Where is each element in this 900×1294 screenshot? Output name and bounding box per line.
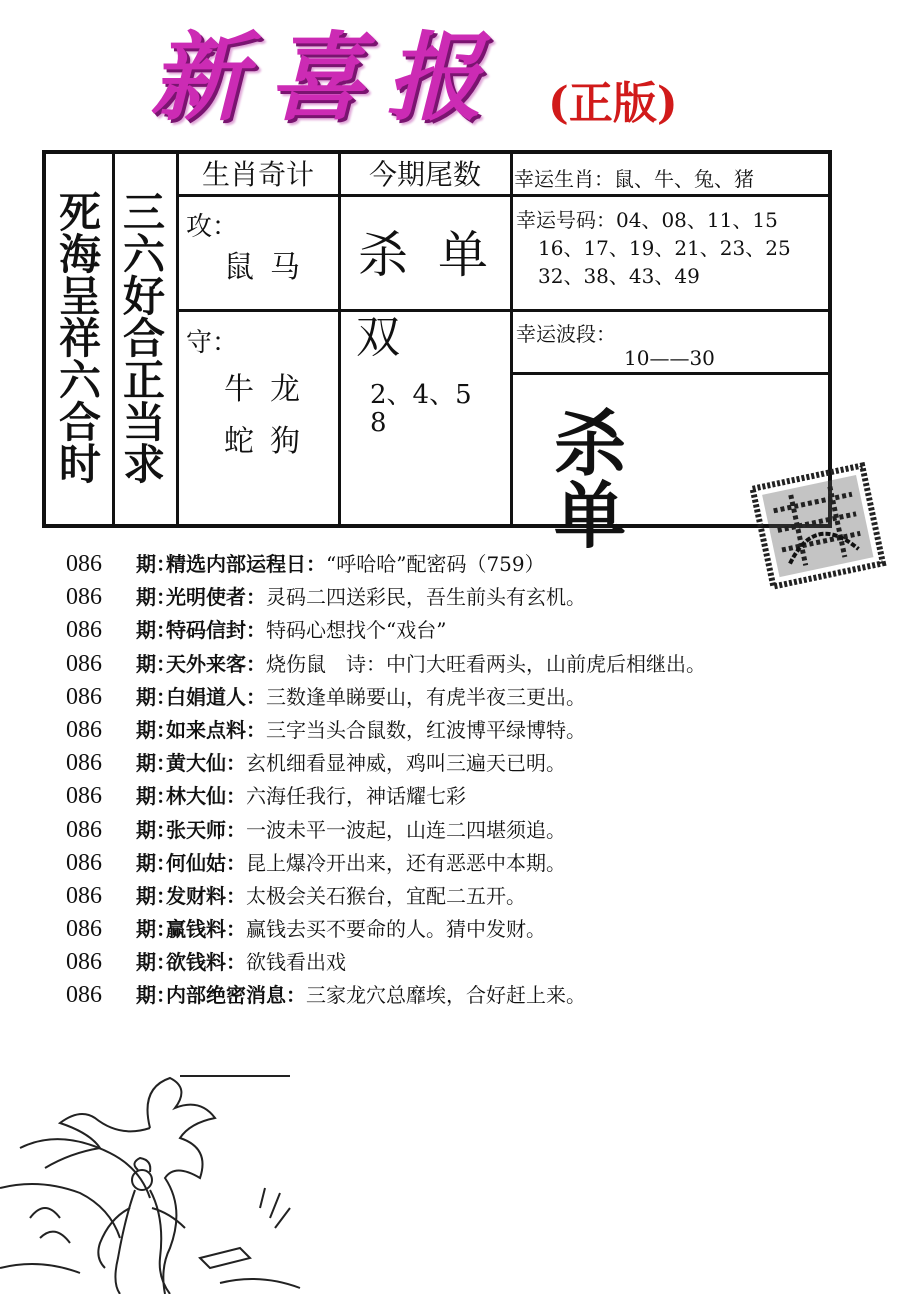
slogan-right: 三六好合正当求 xyxy=(122,188,165,489)
edition-label: (正版) xyxy=(548,78,678,129)
list-item xyxy=(66,714,866,747)
content: 太极会关石猴台，宜配二五开。 xyxy=(246,883,526,908)
tail-even: 双 xyxy=(356,312,400,363)
issue-period: 期： xyxy=(136,784,176,809)
speaker: 赢钱料： xyxy=(166,917,246,942)
issue-number: 086 xyxy=(66,982,102,1009)
issue-number: 086 xyxy=(66,650,102,677)
issue-number: 086 xyxy=(66,882,102,909)
issue-number: 086 xyxy=(66,716,102,743)
divider xyxy=(176,154,179,524)
divider xyxy=(112,154,115,524)
content: “呼哈哈”配密码（759） xyxy=(326,552,545,576)
big-kill: 杀单 xyxy=(554,401,697,558)
issue-number: 086 xyxy=(66,916,102,943)
lucky-numbers-line3: 32、38、43、49 xyxy=(538,264,700,288)
speaker: 林大仙： xyxy=(166,784,246,809)
issue-number: 086 xyxy=(66,584,102,611)
speaker: 光明使者： xyxy=(166,585,266,610)
speaker: 欲钱料： xyxy=(166,950,246,975)
figure-illustration-icon xyxy=(0,1068,320,1294)
divider xyxy=(338,154,341,524)
lucky-wave-label: 幸运波段： xyxy=(516,322,616,346)
tail-numbers-line1: 2、4、5 xyxy=(370,380,472,410)
list-item xyxy=(66,548,866,581)
content: 灵码二四送彩民，吾生前头有玄机。 xyxy=(266,585,586,610)
issue-number: 086 xyxy=(66,849,102,876)
tail-kill: 杀单 xyxy=(358,226,518,284)
content: 特码心想找个“戏台” xyxy=(266,618,447,643)
list-item xyxy=(66,979,866,1012)
issue-period: 期： xyxy=(136,950,176,975)
issue-number: 086 xyxy=(66,617,102,644)
issue-number: 086 xyxy=(66,949,102,976)
speaker: 精选内部运程日： xyxy=(166,552,326,576)
lucky-wave-range: 10——30 xyxy=(624,346,715,370)
divider xyxy=(510,372,828,375)
speaker: 发财料： xyxy=(166,883,246,908)
divider xyxy=(510,154,513,524)
content: 六海任我行，神话耀七彩 xyxy=(246,784,466,809)
content: 一波未平一波起，山连二四堪须追。 xyxy=(246,817,566,842)
prophecy-list xyxy=(66,548,866,1013)
issue-period: 期： xyxy=(136,585,176,610)
issue-period: 期： xyxy=(136,817,176,842)
issue-period: 期： xyxy=(136,618,176,643)
lucky-numbers-line1: 幸运号码：04、08、11、15 xyxy=(516,208,778,232)
content: 昆上爆冷开出来，还有恶恶中本期。 xyxy=(246,850,566,875)
issue-period: 期： xyxy=(136,717,176,742)
list-item xyxy=(66,581,866,614)
divider xyxy=(176,309,828,312)
issue-number: 086 xyxy=(66,551,102,577)
list-item xyxy=(66,847,866,880)
slogan-left: 死海呈祥六合时 xyxy=(58,188,101,489)
speaker: 特码信封： xyxy=(166,618,266,643)
defend-line1: 牛龙 xyxy=(224,372,316,407)
issue-period: 期： xyxy=(136,751,176,776)
defend-line2: 蛇狗 xyxy=(224,424,316,459)
content: 三字当头合鼠数，红波博平绿博特。 xyxy=(266,717,586,742)
speaker: 张天师： xyxy=(166,817,246,842)
content: 玄机细看显神威，鸡叫三遍天已明。 xyxy=(246,751,566,776)
lucky-numbers-line2: 16、17、19、21、23、25 xyxy=(538,236,791,260)
list-item xyxy=(66,614,866,647)
content: 三家龙穴总靡埃，合好赶上来。 xyxy=(306,983,586,1008)
content: 三数逢单睇要山，有虎半夜三更出。 xyxy=(266,684,586,709)
content: 赢钱去买不要命的人。猜中发财。 xyxy=(246,917,546,942)
issue-period: 期： xyxy=(136,552,176,576)
list-item xyxy=(66,814,866,847)
issue-number: 086 xyxy=(66,783,102,810)
issue-period: 期： xyxy=(136,917,176,942)
speaker: 天外来客： xyxy=(166,651,266,676)
issue-number: 086 xyxy=(66,683,102,710)
list-item xyxy=(66,780,866,813)
prediction-table xyxy=(42,150,832,558)
lucky-zodiac: 幸运生肖：鼠、牛、兔、猪 xyxy=(514,167,754,191)
issue-period: 期： xyxy=(136,684,176,709)
speaker: 黄大仙： xyxy=(166,751,246,776)
list-item xyxy=(66,880,866,913)
speaker: 白娟道人： xyxy=(166,684,266,709)
list-item xyxy=(66,913,866,946)
list-item xyxy=(66,747,866,780)
issue-number: 086 xyxy=(66,750,102,777)
defend-label: 守： xyxy=(186,328,239,358)
attack-label: 攻： xyxy=(186,212,239,242)
issue-period: 期： xyxy=(136,983,176,1008)
content: 欲钱看出戏 xyxy=(246,950,346,975)
list-item xyxy=(66,648,866,681)
header-tail: 今期尾数 xyxy=(368,158,481,191)
speaker: 何仙姑： xyxy=(166,850,246,875)
list-item xyxy=(66,681,866,714)
divider xyxy=(176,194,828,197)
issue-period: 期： xyxy=(136,850,176,875)
attack-animals: 鼠马 xyxy=(224,250,316,285)
header-zodiac: 生肖奇计 xyxy=(201,158,314,191)
tail-numbers-line2: 8 xyxy=(370,408,387,438)
content: 烧伤鼠 诗：中门大旺看两头，山前虎后相继出。 xyxy=(266,651,706,676)
issue-period: 期： xyxy=(136,883,176,908)
speaker: 如来点料： xyxy=(166,717,266,742)
list-item xyxy=(66,946,866,979)
issue-number: 086 xyxy=(66,816,102,843)
speaker: 内部绝密消息： xyxy=(166,983,306,1008)
page-title: 新喜报 xyxy=(150,21,504,134)
issue-period: 期： xyxy=(136,651,176,676)
